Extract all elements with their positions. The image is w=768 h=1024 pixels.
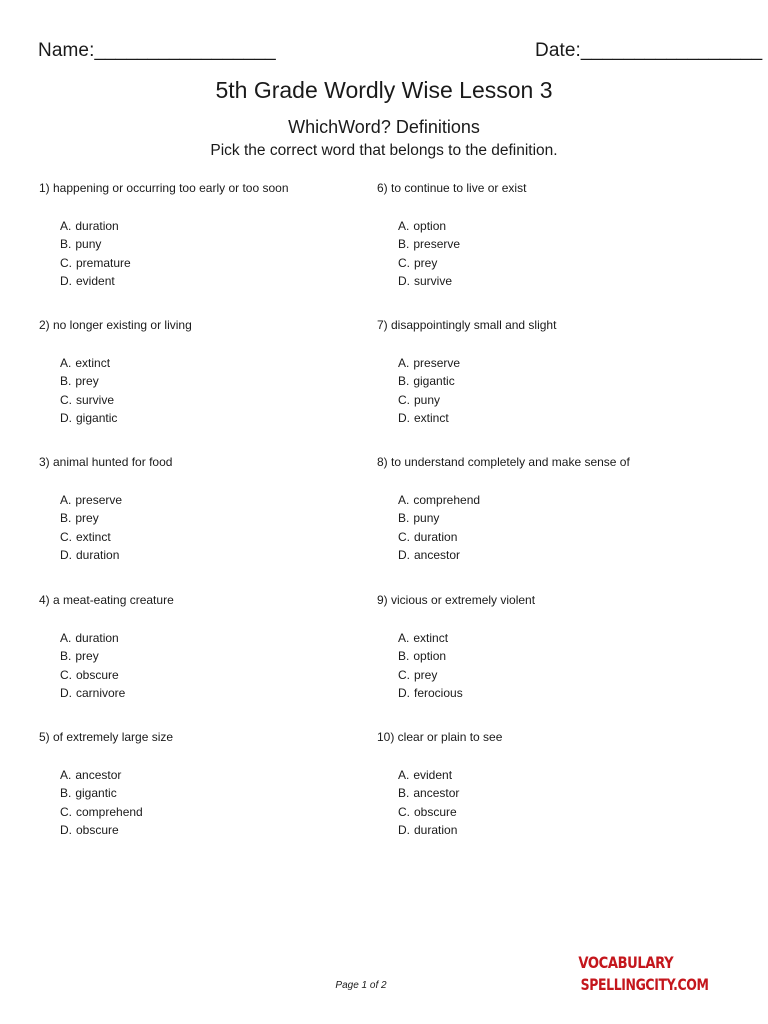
vocabulary-spellingcity-logo	[568, 952, 709, 1000]
answer-options	[377, 354, 556, 427]
option-letter: B.	[60, 374, 72, 389]
question-prompt: 4) a meat-eating creature	[39, 593, 174, 607]
answer-option	[398, 546, 630, 564]
answer-option	[398, 666, 535, 684]
answer-option	[60, 272, 289, 290]
logo-line-vocabulary: VOCABULARY	[578, 953, 674, 972]
option-letter: C.	[60, 529, 72, 544]
option-letter: C.	[398, 529, 410, 544]
answer-options	[39, 766, 173, 839]
answer-option	[398, 235, 526, 253]
question-prompt: 1) happening or occurring too early or too soon	[39, 181, 289, 195]
option-word: comprehend	[413, 493, 481, 507]
option-word: extinct	[75, 356, 111, 370]
option-letter: D.	[398, 685, 410, 700]
question-8	[377, 455, 630, 564]
option-word: carnivore	[76, 685, 126, 700]
answer-option	[60, 509, 172, 527]
option-word: evident	[76, 273, 115, 288]
question-1	[39, 181, 289, 290]
option-letter: B.	[60, 237, 72, 252]
answer-option	[60, 784, 173, 802]
answer-option	[398, 629, 535, 647]
option-letter: A.	[398, 219, 410, 233]
option-word: obscure	[76, 822, 119, 837]
question-9	[377, 593, 535, 702]
answer-option	[60, 409, 192, 427]
answer-option	[60, 821, 173, 839]
option-word: duration	[76, 547, 120, 562]
answer-option	[398, 354, 556, 372]
option-letter: C.	[60, 804, 72, 819]
answer-options	[377, 217, 526, 290]
worksheet-subtitle: WhichWord? Definitions	[288, 117, 480, 137]
option-word: ancestor	[75, 768, 122, 782]
worksheet-title: 5th Grade Wordly Wise Lesson 3	[215, 77, 553, 103]
answer-option	[398, 491, 630, 509]
option-word: option	[413, 649, 447, 664]
answer-option	[60, 647, 174, 665]
answer-option	[60, 391, 192, 409]
question-prompt: 6) to continue to live or exist	[377, 181, 527, 195]
option-letter: A.	[398, 768, 410, 782]
answer-option	[398, 391, 556, 409]
question-10	[377, 730, 502, 839]
option-word: puny	[413, 511, 440, 526]
option-letter: B.	[60, 511, 72, 526]
option-word: preserve	[413, 237, 461, 252]
option-letter: C.	[60, 667, 72, 682]
question-prompt: 10) clear or plain to see	[377, 730, 503, 744]
option-letter: A.	[60, 493, 72, 507]
answer-options	[377, 491, 630, 564]
question-prompt: 8) to understand completely and make sense of	[377, 455, 630, 469]
answer-option	[398, 647, 535, 665]
answer-option	[398, 821, 502, 839]
question-prompt: 2) no longer existing or living	[39, 318, 192, 332]
answer-option	[60, 528, 172, 546]
answer-option	[398, 217, 526, 235]
option-letter: C.	[398, 255, 410, 270]
option-word: comprehend	[76, 804, 143, 819]
option-word: extinct	[414, 410, 449, 425]
option-word: option	[413, 219, 447, 233]
date-field-line: Date:_________________	[535, 40, 763, 61]
answer-option	[60, 372, 192, 390]
option-word: prey	[75, 649, 99, 664]
answer-option	[398, 272, 526, 290]
option-word: prey	[414, 255, 438, 270]
answer-option	[60, 803, 173, 821]
option-letter: D.	[398, 822, 410, 837]
option-word: preserve	[75, 493, 123, 507]
option-letter: A.	[60, 768, 72, 782]
option-word: ferocious	[414, 685, 463, 700]
option-word: preserve	[413, 356, 461, 370]
option-letter: B.	[60, 786, 72, 801]
answer-options	[377, 766, 502, 839]
option-word: duration	[414, 822, 458, 837]
logo-line-spellingcity: SPELLINGCITY.COM	[580, 975, 709, 994]
question-5	[39, 730, 173, 839]
option-letter: D.	[398, 273, 410, 288]
option-word: gigantic	[413, 374, 455, 389]
option-word: prey	[75, 511, 99, 526]
worksheet-instructions: Pick the correct word that belongs to the definition.	[210, 142, 558, 159]
option-letter: C.	[60, 255, 72, 270]
answer-options	[377, 629, 535, 702]
option-letter: D.	[60, 547, 72, 562]
answer-option	[60, 354, 192, 372]
answer-option	[398, 766, 502, 784]
option-letter: C.	[398, 392, 410, 407]
option-letter: D.	[60, 822, 72, 837]
option-letter: B.	[398, 786, 410, 801]
option-letter: D.	[60, 273, 72, 288]
answer-option	[398, 409, 556, 427]
option-word: prey	[414, 667, 438, 682]
answer-option	[398, 803, 502, 821]
question-prompt: 3) animal hunted for food	[39, 455, 173, 469]
answer-option	[398, 684, 535, 702]
option-word: puny	[75, 237, 102, 252]
answer-option	[398, 509, 630, 527]
option-word: puny	[414, 392, 441, 407]
answer-option	[60, 666, 174, 684]
question-prompt: 9) vicious or extremely violent	[377, 593, 536, 607]
option-letter: D.	[398, 410, 410, 425]
option-letter: A.	[60, 356, 72, 370]
option-letter: B.	[398, 374, 410, 389]
answer-option	[398, 528, 630, 546]
option-word: gigantic	[75, 786, 117, 801]
question-7	[377, 318, 556, 427]
option-word: extinct	[76, 529, 111, 544]
question-prompt: 7) disappointingly small and slight	[377, 318, 557, 332]
answer-option	[60, 629, 174, 647]
option-word: duration	[414, 529, 458, 544]
option-letter: B.	[60, 649, 72, 664]
answer-option	[60, 684, 174, 702]
option-letter: D.	[60, 410, 72, 425]
option-letter: B.	[398, 511, 410, 526]
option-word: duration	[75, 631, 119, 645]
option-word: gigantic	[76, 410, 118, 425]
answer-options	[39, 491, 172, 564]
option-word: ancestor	[413, 786, 460, 801]
page-number: Page 1 of 2	[335, 980, 387, 991]
option-word: prey	[75, 374, 99, 389]
answer-option	[60, 546, 172, 564]
option-letter: C.	[60, 392, 72, 407]
answer-options	[39, 217, 289, 290]
option-word: survive	[76, 392, 115, 407]
option-letter: C.	[398, 667, 410, 682]
option-letter: A.	[398, 493, 410, 507]
answer-option	[60, 491, 172, 509]
answer-option	[398, 372, 556, 390]
option-letter: A.	[398, 631, 410, 645]
option-letter: B.	[398, 237, 410, 252]
question-2	[39, 318, 192, 427]
option-letter: D.	[60, 685, 72, 700]
option-word: extinct	[413, 631, 449, 645]
question-3	[39, 455, 172, 564]
answer-option	[60, 766, 173, 784]
question-6	[377, 181, 526, 290]
option-word: obscure	[414, 804, 457, 819]
option-word: obscure	[76, 667, 119, 682]
answer-option	[398, 254, 526, 272]
answer-option	[60, 254, 289, 272]
answer-options	[39, 629, 174, 702]
option-letter: B.	[398, 649, 410, 664]
option-word: survive	[414, 273, 453, 288]
question-prompt: 5) of extremely large size	[39, 730, 174, 744]
option-word: ancestor	[414, 547, 461, 562]
option-letter: C.	[398, 804, 410, 819]
answer-option	[60, 217, 289, 235]
option-letter: A.	[398, 356, 410, 370]
answer-option	[398, 784, 502, 802]
option-word: evident	[413, 768, 453, 782]
option-letter: A.	[60, 631, 72, 645]
question-4	[39, 593, 174, 702]
option-letter: A.	[60, 219, 72, 233]
option-word: premature	[76, 255, 131, 270]
answer-options	[39, 354, 192, 427]
option-letter: D.	[398, 547, 410, 562]
name-field-line: Name:_________________	[38, 40, 276, 61]
option-word: duration	[75, 219, 119, 233]
answer-option	[60, 235, 289, 253]
